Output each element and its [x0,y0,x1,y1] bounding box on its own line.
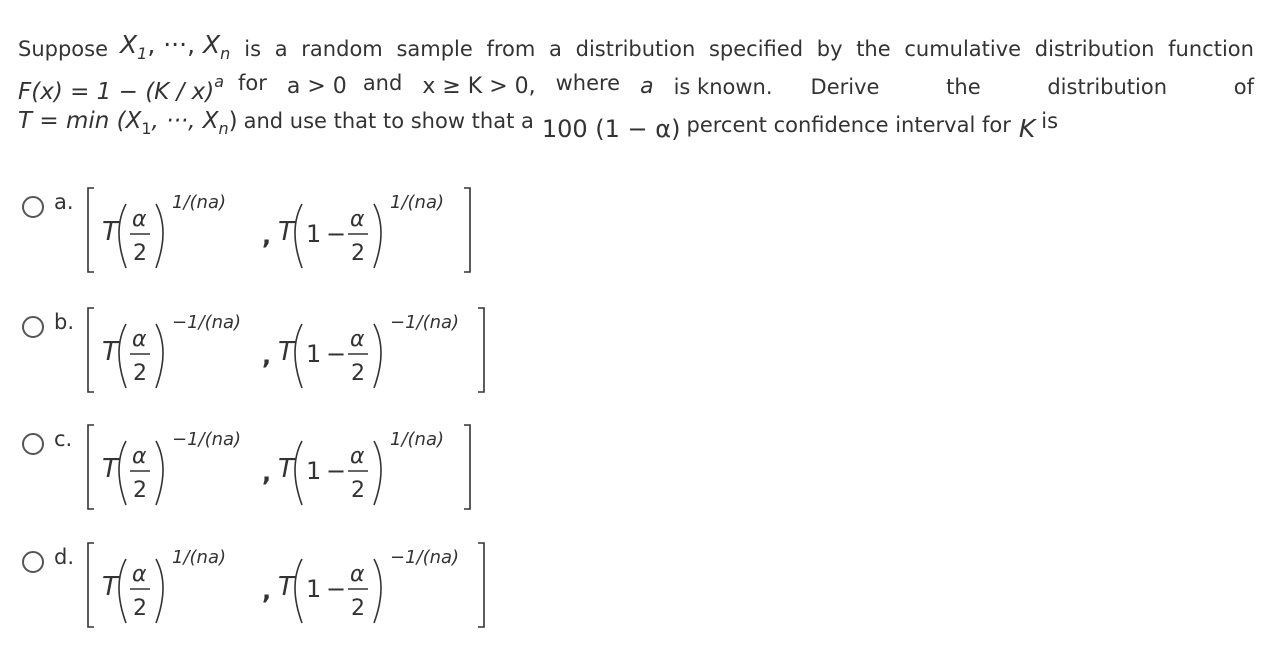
question-line-2-words [811,68,1254,106]
text-percent-ci: percent confidence interval for [686,113,1011,137]
question-word: distribution [1047,75,1168,99]
one: 1 [306,220,322,248]
right-paren-2 [374,204,381,268]
answer-option-b[interactable] [20,308,540,398]
two-2: 2 [351,478,365,503]
T-left: T [102,572,118,602]
right-paren-1 [156,324,163,388]
exponent-2: −1/(na) [390,547,460,568]
option-formula [80,180,540,284]
right-bracket [464,188,470,272]
left-bracket [88,308,94,392]
answer-option-c[interactable] [20,425,540,515]
question-word: the [946,75,981,99]
two-2: 2 [351,241,365,266]
exponent-2: −1/(na) [390,312,460,333]
right-paren-2 [374,324,381,388]
two-1: 2 [133,478,147,503]
answer-option-d[interactable] [20,543,540,633]
left-paren-2 [295,324,302,388]
one: 1 [306,457,322,485]
T-right: T [278,337,294,367]
T-left: T [102,217,118,247]
option-letter: a. [54,190,74,214]
option-formula [80,417,540,521]
left-bracket [88,425,94,509]
alpha-2: α [350,327,365,352]
question-line-3 [18,106,1254,144]
word-for: for [238,71,267,95]
question-word: distribution [1034,37,1155,61]
question-word: is [244,37,262,61]
word-where: where [555,71,621,95]
math-100-alpha: 100 (1 − α) [541,115,681,143]
math-cdf: F(x) = 1 − (K / x)$^a$ [18,72,225,105]
one: 1 [306,575,322,603]
comma: , [262,459,272,487]
two-2: 2 [351,361,365,386]
left-paren-1 [119,204,126,268]
right-bracket [478,308,484,392]
radio-button[interactable] [22,196,44,218]
question-word: specified [708,37,804,61]
T-left: T [102,454,118,484]
alpha-1: α [132,327,147,352]
question-text [18,30,1254,144]
right-paren-2 [374,441,381,505]
right-paren-1 [156,441,163,505]
comma: , [262,342,272,370]
minus: − [326,220,347,248]
math-K: K [1018,114,1036,143]
word-is-known: is known. [673,75,773,99]
T-left: T [102,337,118,367]
question-word: function [1168,37,1254,61]
word-and: and [362,71,403,95]
question-line-1-words [244,30,1254,68]
text-and-use: and use that to show that a [243,109,534,133]
radio-button[interactable] [22,551,44,573]
answer-option-a[interactable] [20,188,540,278]
math-cond-a: a > 0 [286,74,347,99]
left-paren-2 [295,441,302,505]
question-word: Derive [810,75,880,99]
radio-button[interactable] [22,316,44,338]
one: 1 [306,340,322,368]
option-letter: c. [54,427,73,451]
left-bracket [88,188,94,272]
question-word: of [1233,75,1254,99]
left-paren-1 [119,324,126,388]
exponent-2: 1/(na) [390,429,444,450]
minus: − [326,575,347,603]
word-is: is [1041,109,1059,133]
question-word: random [301,37,383,61]
alpha-1: α [132,562,147,587]
question-word: by [816,37,843,61]
two-1: 2 [133,361,147,386]
minus: − [326,340,347,368]
comma: , [262,577,272,605]
option-formula [80,300,540,404]
T-right: T [278,217,294,247]
alpha-1: α [132,207,147,232]
question-word: from [486,37,536,61]
two-2: 2 [351,596,365,621]
two-1: 2 [133,241,147,266]
question-word: a [549,37,562,61]
right-bracket [464,425,470,509]
question-word: cumulative [904,37,1022,61]
question-word: sample [396,37,473,61]
option-formula [80,535,540,639]
math-x1: $X_1$, ···, $X_n$ [120,29,231,63]
option-letter: d. [54,545,75,569]
left-paren-1 [119,441,126,505]
exponent-1: −1/(na) [172,312,242,333]
option-letter: b. [54,310,75,334]
exponent-2: 1/(na) [390,192,444,213]
alpha-2: α [350,207,365,232]
exponent-1: 1/(na) [172,547,226,568]
question-word: distribution [575,37,696,61]
alpha-1: α [132,444,147,469]
right-paren-2 [374,559,381,623]
T-right: T [278,454,294,484]
T-right: T [278,572,294,602]
word-suppose: Suppose [18,37,109,61]
math-a: a [640,74,654,99]
two-1: 2 [133,596,147,621]
alpha-2: α [350,444,365,469]
right-bracket [478,543,484,627]
question-word: a [274,37,288,61]
minus: − [326,457,347,485]
question-word: the [856,37,891,61]
left-paren-1 [119,559,126,623]
math-cond-x: x ≥ K > 0, [422,74,536,99]
comma: , [262,222,272,250]
exponent-1: 1/(na) [172,192,226,213]
left-bracket [88,543,94,627]
left-paren-2 [295,204,302,268]
alpha-2: α [350,562,365,587]
math-T-min: $T = \min (X_1$, ···, $X_n$) [18,108,238,138]
exponent-1: −1/(na) [172,429,242,450]
right-paren-1 [156,559,163,623]
right-paren-1 [156,204,163,268]
radio-button[interactable] [22,433,44,455]
question-line-2 [18,68,1254,106]
left-paren-2 [295,559,302,623]
